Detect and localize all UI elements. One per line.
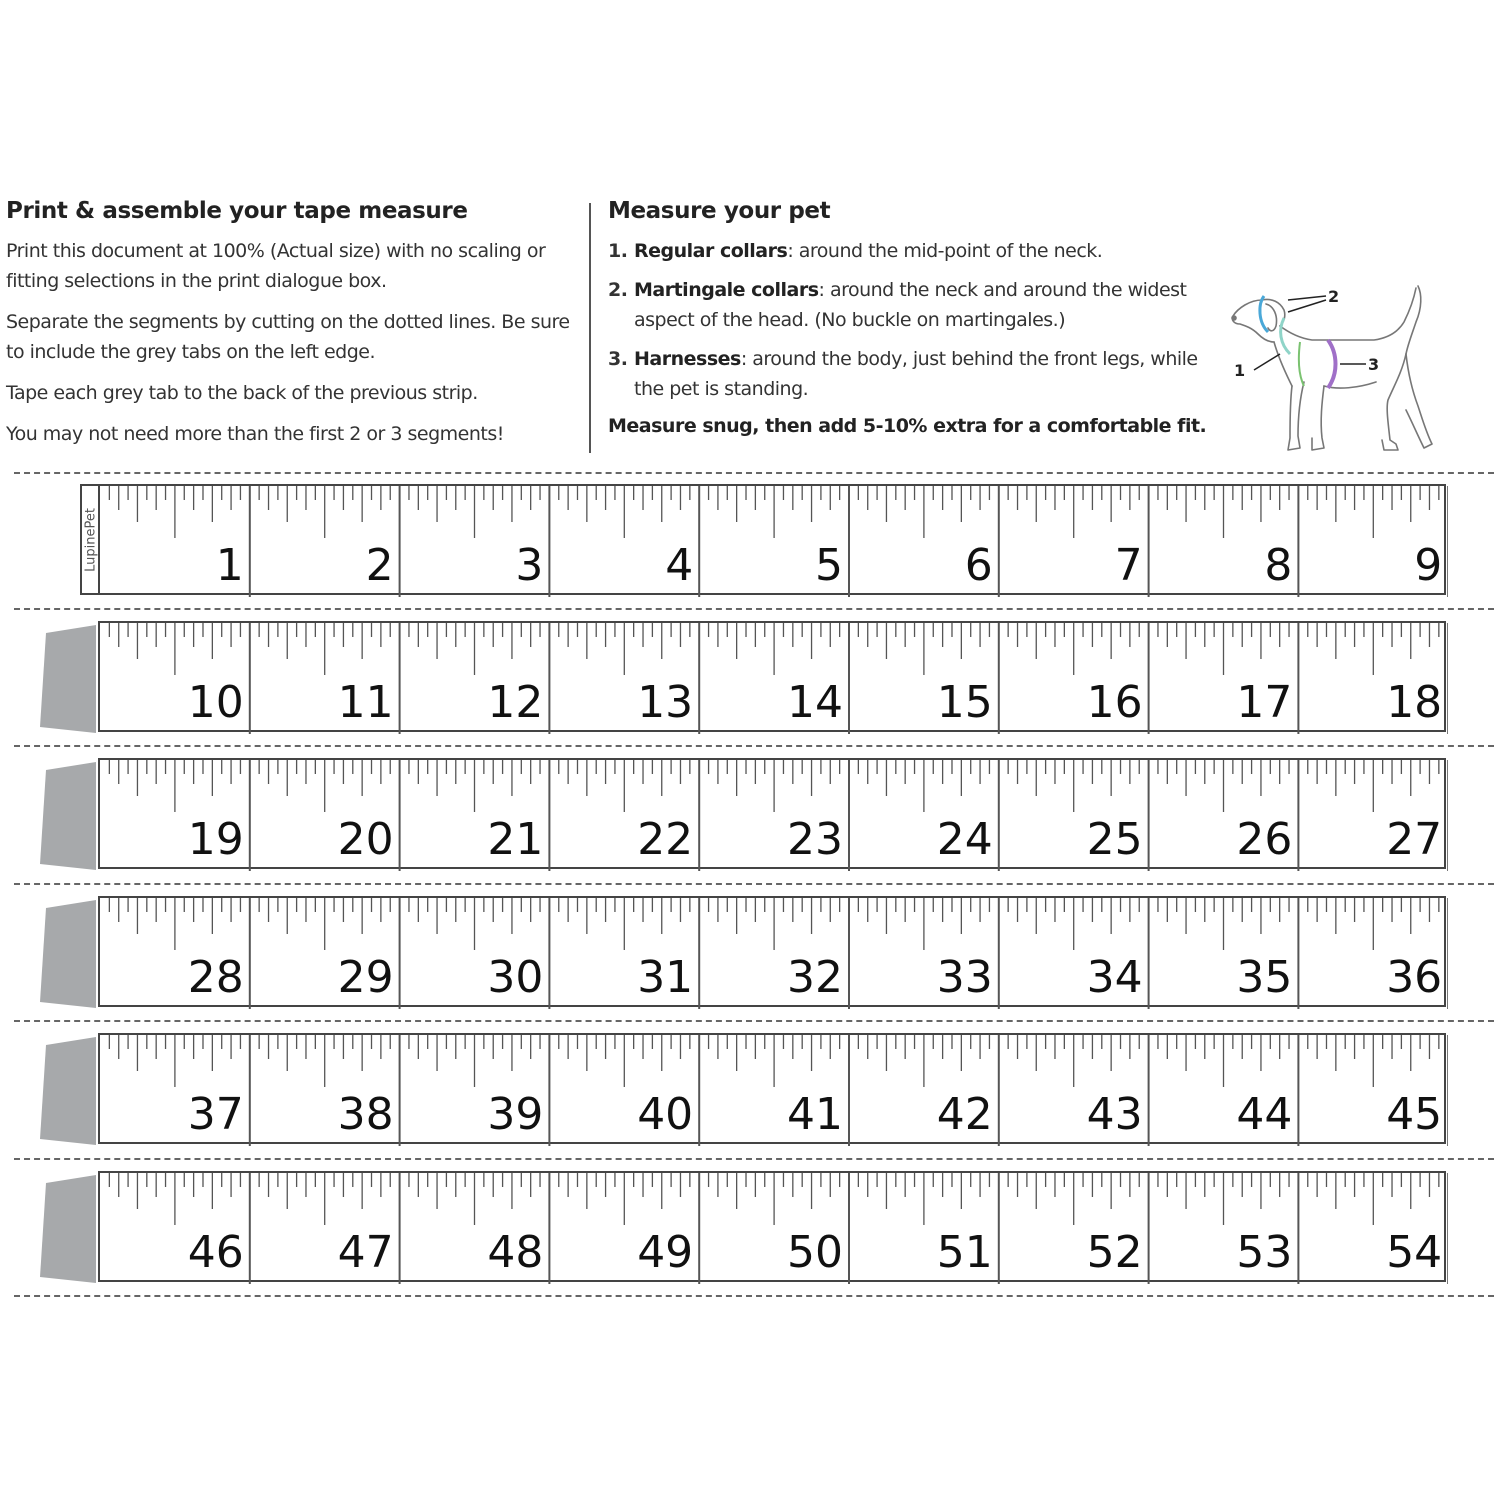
dog-label-2: 2 xyxy=(1328,287,1340,306)
tape-segment xyxy=(98,1033,1446,1144)
step-term: Regular collars xyxy=(634,240,788,262)
inch-number: 6 xyxy=(964,540,993,591)
inch-number: 47 xyxy=(337,1227,394,1278)
inch-number: 28 xyxy=(187,952,244,1003)
inch-number: 41 xyxy=(787,1089,843,1140)
grey-tab xyxy=(40,762,96,870)
inch-number: 46 xyxy=(187,1227,244,1278)
inch-number: 5 xyxy=(815,540,843,591)
inch-number: 49 xyxy=(637,1227,694,1278)
step-text: : around the body, just behind the front legs, while the pet is standing. xyxy=(634,348,1198,400)
column-divider xyxy=(589,203,591,453)
dog-label-3: 3 xyxy=(1368,355,1380,374)
assemble-instructions xyxy=(6,198,576,460)
cut-line xyxy=(14,608,1494,610)
snug-note: Measure snug, then add 5-10% extra for a comfortable fit. xyxy=(608,415,1207,437)
tape-segment xyxy=(98,621,1446,732)
cut-line xyxy=(14,1295,1494,1297)
dog-label-1: 1 xyxy=(1234,361,1246,380)
inch-number: 32 xyxy=(787,952,843,1003)
inch-number: 48 xyxy=(487,1227,544,1278)
inch-number: 2 xyxy=(365,540,394,591)
inch-number: 50 xyxy=(787,1227,843,1278)
inch-number: 31 xyxy=(637,952,694,1003)
inch-number: 15 xyxy=(936,677,993,728)
inch-number: 9 xyxy=(1414,540,1443,591)
cut-line xyxy=(14,1158,1494,1160)
inch-number: 19 xyxy=(187,814,244,865)
inch-number: 22 xyxy=(637,814,694,865)
inch-number: 13 xyxy=(637,677,694,728)
inch-number: 21 xyxy=(487,814,544,865)
inch-number: 20 xyxy=(337,814,394,865)
inch-number: 26 xyxy=(1236,814,1293,865)
inch-number: 45 xyxy=(1386,1089,1443,1140)
tape-strip-1 xyxy=(0,484,1500,599)
grey-tab xyxy=(40,1175,96,1283)
inch-number: 53 xyxy=(1236,1227,1293,1278)
inch-number: 44 xyxy=(1236,1089,1293,1140)
grey-tab xyxy=(40,900,96,1008)
cut-line xyxy=(14,1020,1494,1022)
body-ring xyxy=(1328,340,1336,388)
cut-line xyxy=(14,472,1494,474)
inch-number: 12 xyxy=(487,677,544,728)
inch-number: 30 xyxy=(487,952,544,1003)
inch-number: 4 xyxy=(665,540,694,591)
inch-number: 39 xyxy=(487,1089,544,1140)
inch-number: 17 xyxy=(1236,677,1293,728)
step-text: : around the neck and around the widest aspect of the head. (No buckle on martingales.) xyxy=(634,279,1187,331)
step-number: 2. xyxy=(608,279,628,301)
tape-strip-4 xyxy=(0,896,1500,1011)
step-number: 1. xyxy=(608,240,628,262)
neck-ring xyxy=(1281,318,1290,354)
tape-strip-2 xyxy=(0,621,1500,736)
tape-strip-3 xyxy=(0,758,1500,873)
step-number: 3. xyxy=(608,348,628,370)
inch-number: 1 xyxy=(215,540,244,591)
grey-tab xyxy=(40,625,96,733)
inch-number: 35 xyxy=(1236,952,1293,1003)
step-term: Harnesses xyxy=(634,348,741,370)
inch-number: 52 xyxy=(1086,1227,1143,1278)
inch-number: 43 xyxy=(1086,1089,1143,1140)
inch-number: 37 xyxy=(187,1089,244,1140)
brand-label: LupinePet xyxy=(83,507,99,572)
tape-segment xyxy=(98,1171,1446,1282)
inch-number: 27 xyxy=(1386,814,1443,865)
inch-number: 14 xyxy=(787,677,843,728)
tape-strip-6 xyxy=(0,1171,1500,1286)
cut-line xyxy=(14,745,1494,747)
inch-number: 10 xyxy=(187,677,244,728)
measure-instructions xyxy=(608,198,1238,441)
tape-strip-5 xyxy=(0,1033,1500,1148)
measure-steps xyxy=(608,236,1238,404)
inch-number: 40 xyxy=(637,1089,694,1140)
inch-number: 51 xyxy=(936,1227,993,1278)
inch-number: 42 xyxy=(936,1089,993,1140)
inch-number: 29 xyxy=(337,952,394,1003)
inch-number: 34 xyxy=(1086,952,1143,1003)
inch-number: 25 xyxy=(1086,814,1143,865)
inch-number: 8 xyxy=(1264,540,1293,591)
instruction-print: Print this document at 100% (Actual size) with no scaling or fitting selections in the print dialogue box. xyxy=(6,240,546,292)
inch-number: 16 xyxy=(1086,677,1143,728)
measure-heading: Measure your pet xyxy=(608,198,831,224)
instruction-separate: Separate the segments by cutting on the dotted lines. Be sure to include the grey tabs on the left edge. xyxy=(6,311,570,363)
step-harnesses xyxy=(608,344,1238,404)
assemble-heading: Print & assemble your tape measure xyxy=(6,198,468,224)
inch-number: 36 xyxy=(1386,952,1443,1003)
inch-number: 38 xyxy=(337,1089,394,1140)
collar-ring xyxy=(1299,342,1304,386)
tape-segment xyxy=(98,484,1446,595)
instruction-segments: You may not need more than the first 2 or 3 segments! xyxy=(6,423,504,445)
inch-number: 11 xyxy=(337,677,394,728)
inch-number: 33 xyxy=(936,952,993,1003)
grey-tab xyxy=(40,1037,96,1145)
inch-number: 18 xyxy=(1386,677,1443,728)
inch-number: 3 xyxy=(515,540,544,591)
step-term: Martingale collars xyxy=(634,279,819,301)
tape-segment xyxy=(98,896,1446,1007)
inch-number: 24 xyxy=(936,814,993,865)
step-text: : around the mid-point of the neck. xyxy=(787,240,1103,262)
dog-illustration-icon xyxy=(1228,282,1438,462)
cut-line xyxy=(14,883,1494,885)
instruction-tape: Tape each grey tab to the back of the previous strip. xyxy=(6,382,478,404)
inch-number: 7 xyxy=(1114,540,1143,591)
tape-segment xyxy=(98,758,1446,869)
head-ring xyxy=(1260,296,1268,332)
inch-number: 54 xyxy=(1386,1227,1443,1278)
inch-number: 23 xyxy=(787,814,843,865)
step-martingale-collars xyxy=(608,275,1238,335)
step-regular-collars xyxy=(608,236,1238,266)
